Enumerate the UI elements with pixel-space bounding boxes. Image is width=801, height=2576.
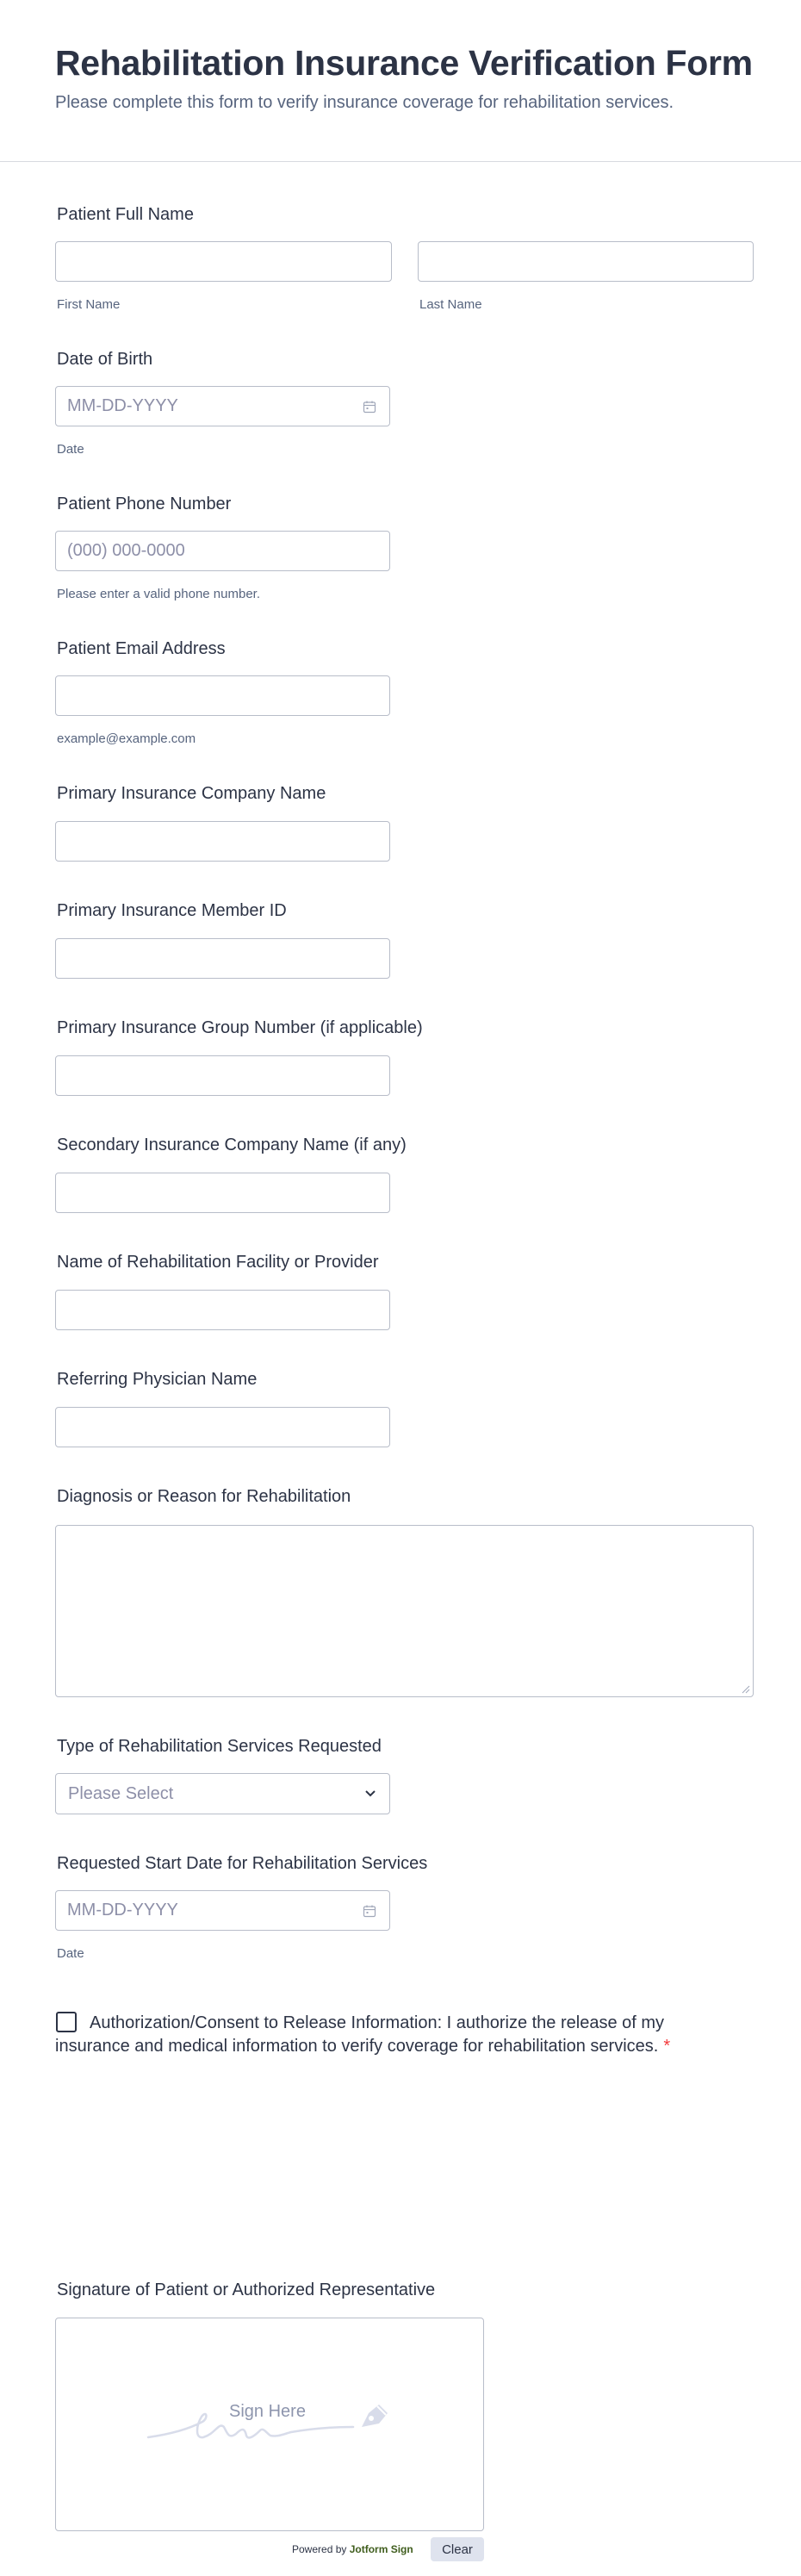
powered-by-text: Powered by Jotform Sign bbox=[292, 2543, 413, 2555]
primary-company-input[interactable] bbox=[55, 821, 390, 862]
service-type-select[interactable] bbox=[55, 1773, 390, 1814]
required-asterisk: * bbox=[663, 2037, 671, 2056]
phone-input[interactable] bbox=[55, 531, 390, 571]
physician-label: Referring Physician Name bbox=[57, 1370, 258, 1389]
diagnosis-label: Diagnosis or Reason for Rehabilitation bbox=[57, 1487, 351, 1506]
group-number-label: Primary Insurance Group Number (if applicable) bbox=[57, 1018, 423, 1037]
patient-name-label: Patient Full Name bbox=[57, 205, 194, 224]
consent-label[interactable] bbox=[55, 2012, 684, 2058]
form-title: Rehabilitation Insurance Verification Form bbox=[55, 43, 753, 83]
calendar-icon[interactable] bbox=[363, 400, 376, 414]
email-input[interactable] bbox=[55, 675, 390, 716]
email-label: Patient Email Address bbox=[57, 639, 226, 658]
email-sublabel: example@example.com bbox=[57, 731, 196, 746]
first-name-sublabel: First Name bbox=[57, 297, 121, 312]
last-name-sublabel: Last Name bbox=[419, 297, 482, 312]
service-type-selected: Please Select bbox=[68, 1784, 174, 1803]
first-name-input[interactable] bbox=[55, 241, 392, 282]
phone-sublabel: Please enter a valid phone number. bbox=[57, 587, 260, 601]
start-date-sublabel: Date bbox=[57, 1946, 84, 1961]
group-number-input[interactable] bbox=[55, 1055, 390, 1096]
facility-label: Name of Rehabilitation Facility or Provider bbox=[57, 1253, 379, 1272]
calendar-icon[interactable] bbox=[363, 1904, 376, 1918]
primary-company-label: Primary Insurance Company Name bbox=[57, 784, 326, 803]
start-date-input[interactable] bbox=[55, 1890, 390, 1931]
signature-label: Signature of Patient or Authorized Representative bbox=[57, 2280, 436, 2299]
clear-signature-button[interactable]: Clear bbox=[431, 2537, 484, 2561]
diagnosis-textarea[interactable] bbox=[55, 1525, 754, 1697]
last-name-input[interactable] bbox=[418, 241, 754, 282]
sign-here-hint: Sign Here bbox=[229, 2402, 306, 2421]
member-id-input[interactable] bbox=[55, 938, 390, 979]
phone-label: Patient Phone Number bbox=[57, 495, 232, 513]
signature-pad[interactable] bbox=[55, 2318, 484, 2531]
chevron-down-icon bbox=[364, 1789, 376, 1798]
secondary-company-input[interactable] bbox=[55, 1173, 390, 1213]
dob-sublabel: Date bbox=[57, 442, 84, 457]
service-type-label: Type of Rehabilitation Services Requested bbox=[57, 1737, 382, 1756]
dob-label: Date of Birth bbox=[57, 350, 153, 369]
resize-handle-icon[interactable] bbox=[742, 1685, 750, 1694]
dob-input[interactable] bbox=[55, 386, 390, 426]
secondary-company-label: Secondary Insurance Company Name (if any) bbox=[57, 1136, 407, 1154]
physician-input[interactable] bbox=[55, 1407, 390, 1447]
form-subtitle: Please complete this form to verify insurance coverage for rehabilitation services. bbox=[55, 93, 674, 112]
start-date-label: Requested Start Date for Rehabilitation Services bbox=[57, 1854, 428, 1873]
form-header bbox=[0, 0, 801, 162]
member-id-label: Primary Insurance Member ID bbox=[57, 901, 287, 920]
pen-nib-icon bbox=[362, 2405, 388, 2427]
jotform-sign-brand: Jotform Sign bbox=[349, 2543, 413, 2555]
consent-text: Authorization/Consent to Release Information: I authorize the release of my insurance and medical information to verify coverage for rehabilitation services. bbox=[55, 2013, 665, 2056]
facility-input[interactable] bbox=[55, 1290, 390, 1330]
